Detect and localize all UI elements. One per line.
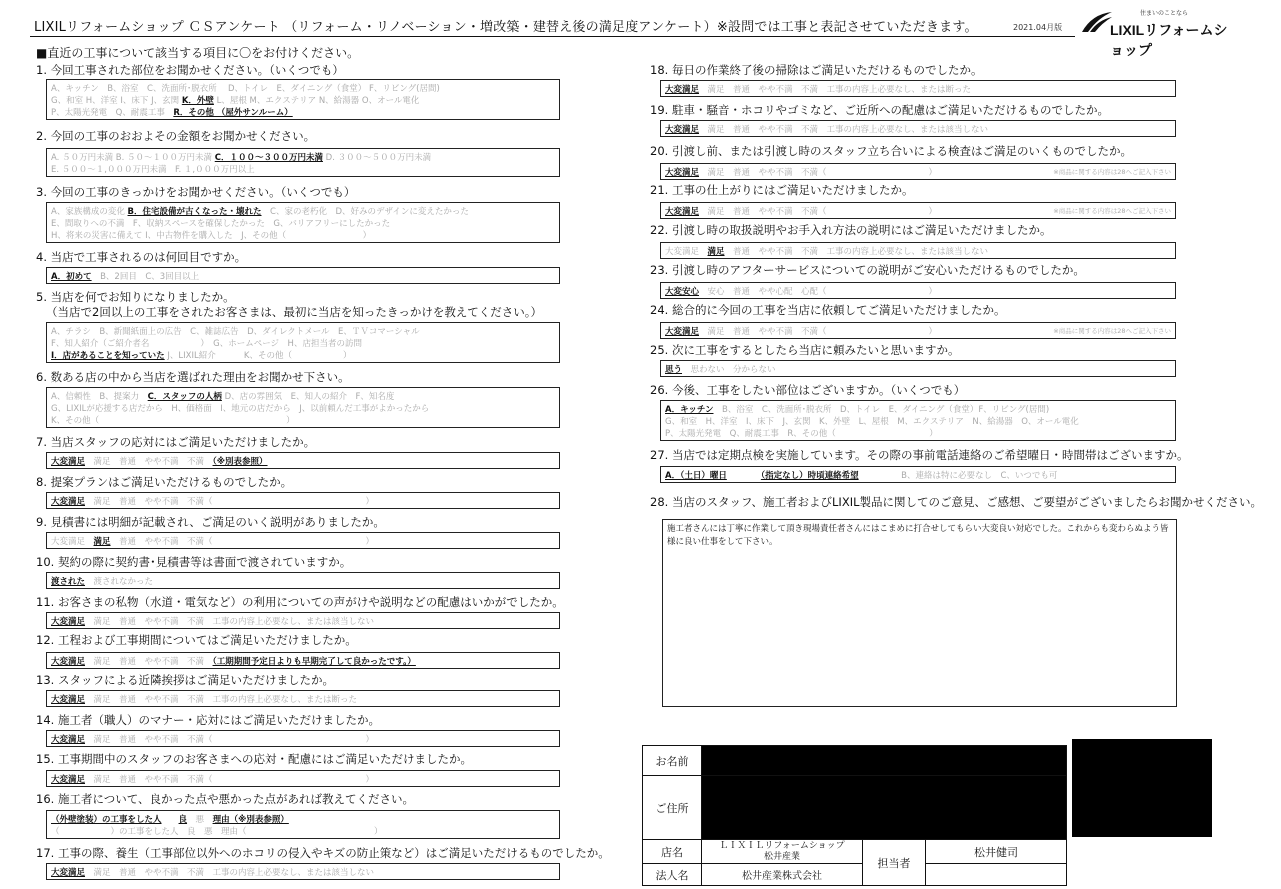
option-text: 満足 普通 やや不満 不満（ ）	[699, 327, 938, 337]
staff-label: 担当者	[863, 840, 926, 886]
answer-line	[51, 205, 469, 217]
selected-option: 大変満足	[665, 327, 700, 337]
selected-option: 満足	[93, 537, 111, 547]
option-text: G、LIXILが応援する店だから H、価格面 I、地元の店だから J、以前頼んだ工事がよかったから	[51, 404, 430, 414]
store-value-line2: 松井産業	[763, 851, 800, 862]
survey-title: LIXILリフォームショップ ＣＳアンケート （リフォーム・リノベーション・増改築・建替え後の満足度アンケート）※設問では工事と表記させていただきます。	[34, 20, 978, 35]
note-text: ※商品に関する内容は28へご記入下さい	[1053, 168, 1171, 176]
answer-box	[660, 360, 1176, 377]
option-text: B、2回目 C、3回目以上	[91, 272, 200, 282]
option-text: 満足 普通 やや不満 不満 工事の内容上必要なし、または該当しない	[85, 617, 375, 627]
title-underline	[30, 36, 1075, 37]
selected-option: 大変満足	[51, 868, 86, 878]
answer-box	[46, 267, 560, 284]
answer-box	[660, 282, 1176, 299]
option-text: 悪	[187, 815, 213, 825]
question-note: （当店で2回以上の工事をされたお客さまは、最初に当店を知ったきっかけを教えてください。）	[46, 305, 543, 319]
store-label: 店名	[643, 840, 702, 864]
selected-option: R．その他 （屋外サンルーム）	[173, 108, 293, 118]
option-text: F、知人紹介（ご紹介者名 ） G、ホームページ H、店担当者の訪問	[51, 339, 362, 349]
question-right_questions-2: 20. 引渡し前、または引渡し時のスタッフ立ち合いによる検査はご満足のいくものでしたか。	[650, 144, 1132, 158]
option-text: 満足 普通 やや不満 不満（ ）	[85, 775, 375, 785]
selected-option: K．外壁	[181, 96, 214, 106]
question-left_questions-9: 10. 契約の際に契約書･見積書等は書面で渡されていますか。	[36, 555, 352, 569]
staff-blank	[926, 864, 1067, 886]
question-left_questions-4: 5. 当店を何でお知りになりましたか。	[36, 290, 235, 304]
answer-line	[51, 163, 255, 175]
selected-option: 大変満足	[51, 497, 86, 507]
answer-line	[51, 151, 431, 163]
option-text	[162, 815, 179, 825]
option-text: C、家の老朽化 D、好みのデザインに変えたかった	[261, 207, 469, 217]
logo-mark-icon	[1080, 10, 1114, 34]
instruction-text: ■直近の工事について該当する項目に〇をお付けください。	[36, 46, 360, 60]
answer-line	[51, 349, 351, 361]
question-right_questions-8: 26. 今後、工事をしたい部位はございますか。（いくつでも）	[650, 383, 966, 397]
selected-option: （外壁塗装）の工事をした人	[51, 815, 162, 825]
answer-line	[51, 217, 390, 229]
option-text: E、間取りへの不満 F、収納スペースを確保したかった G、バリアフリーにしたかった	[51, 219, 391, 229]
answer-line	[665, 205, 937, 217]
answer-line	[665, 415, 1079, 427]
question-left_questions-3: 4. 当店で工事されるのは何回目ですか。	[36, 250, 247, 264]
question-right_questions-7: 25. 次に工事をするとしたら当店に頼みたいと思いますか。	[650, 343, 960, 357]
question-right_questions-0: 18. 毎日の作業終了後の掃除はご満足いただけるものでしたか。	[650, 63, 983, 77]
option-text: E. ５００～１,０００万円未満 F. １,０００万円以上	[51, 165, 255, 175]
selected-option: 理由（※別表参照）	[212, 815, 289, 825]
answer-box	[46, 532, 560, 549]
option-text: （ ）の工事をした人 良 悪 理由（ ）	[51, 827, 383, 837]
answer-line	[665, 245, 988, 257]
option-text: 満足 普通 やや不満 不満（ ）	[699, 207, 938, 217]
selected-option: B．住宅設備が古くなった・壊れた	[127, 207, 262, 217]
answer-line	[51, 813, 289, 825]
question-right_questions-6: 24. 総合的に今回の工事を当店に依頼してご満足いただけましたか。	[650, 303, 1006, 317]
option-text: B、浴室 C、洗面所･脱衣所 D、トイレ E、ダイニング（食堂）F、リビング(居間)	[713, 405, 1050, 415]
name-label: お名前	[643, 746, 702, 776]
answer-box	[46, 652, 560, 669]
option-text: K、その他（ ）	[51, 416, 295, 426]
answer-line	[665, 403, 1049, 415]
address-redacted	[702, 776, 1067, 840]
question-left_questions-2: 3. 今回の工事のきっかけをお聞かせください。（いくつでも）	[36, 185, 356, 199]
option-text	[727, 471, 761, 481]
option-text: 大変満足	[665, 247, 708, 257]
option-text: D. ３００～５００万円未満	[322, 153, 432, 163]
option-text: 安心 普通 やや心配 心配（ ）	[699, 287, 938, 297]
answer-line	[51, 615, 374, 627]
selected-option: 思う	[665, 365, 683, 375]
answer-box	[46, 148, 560, 177]
selected-option: C．１００～３００万円未満	[214, 153, 323, 163]
question-left_questions-7: 8. 提案プランはご満足いただけるものでしたか。	[36, 475, 293, 489]
version-date: 2021.04月版	[1013, 23, 1063, 32]
answer-box	[46, 612, 560, 629]
question-left_questions-12: 13. スタッフによる近隣挨拶はご満足いただけましたか。	[36, 673, 334, 687]
option-text: P、太陽光発電 Q、耐震工事 R、その他（ ）	[665, 429, 938, 439]
selected-option: 良	[178, 815, 188, 825]
selected-option: I．店があることを知っていた	[51, 351, 165, 361]
selected-option: 大変満足	[51, 457, 86, 467]
answer-line	[51, 390, 394, 402]
selected-option: 渡された	[51, 577, 86, 587]
option-text: 満足 普通 やや不満 不満 工事の内容上必要なし、または断った	[699, 85, 972, 95]
note-text: ※商品に関する内容は28へご記入下さい	[1053, 327, 1171, 335]
selected-option: 大変安心	[665, 287, 700, 297]
answer-line	[51, 229, 371, 241]
option-text: 満足 普通 やや不満 不満（ ）	[85, 735, 375, 745]
selected-option: 大変満足	[51, 775, 86, 785]
question-left_questions-6: 7. 当店スタッフの応対にはご満足いただけましたか。	[36, 435, 316, 449]
option-text: A、信頼性 B、提案力	[51, 392, 148, 402]
option-text: A. ５０万円未満 B. ５０～１００万円未満	[51, 153, 215, 163]
selected-option: 大変満足	[51, 617, 86, 627]
option-text: 満足 普通 やや不満 不満	[85, 457, 213, 467]
answer-line	[51, 455, 268, 467]
staff-value: 松井健司	[926, 840, 1067, 864]
option-text: A、家族構成の変化	[51, 207, 128, 217]
option-text: A、キッチン B、浴室 C、洗面所･脱衣所 D、トイレ E、ダイニング（食堂） F、リビング(居間)	[51, 84, 440, 94]
option-text: 普通 やや不満 不満（ ）	[110, 537, 375, 547]
question-left_questions-5: 6. 数ある店の中から当店を選ばれた理由をお聞かせ下さい。	[36, 370, 350, 384]
question-right_questions-3: 21. 工事の仕上がりにはご満足いただけましたか。	[650, 183, 914, 197]
answer-line	[51, 866, 374, 878]
answer-line	[51, 495, 374, 507]
option-text: 大変満足	[51, 537, 94, 547]
answer-box	[46, 770, 560, 787]
option-text: P、太陽光発電 Q、耐震工事	[51, 108, 174, 118]
answer-box	[46, 79, 560, 120]
option-text: 満足 普通 やや不満 不満 工事の内容上必要なし、または該当しない	[699, 125, 989, 135]
answer-line	[51, 82, 440, 94]
selected-option: （※別表参照）	[212, 457, 268, 467]
option-text: 満足 普通 やや不満 不満（ ）	[85, 497, 375, 507]
selected-option: 大変満足	[51, 735, 86, 745]
question-left_questions-16: 17. 工事の際、養生（工事部位以外へのホコリの侵入やキズの防止策など）はご満足いただけるものでしたか。	[36, 846, 610, 860]
question-right_questions-4: 22. 引渡し時の取扱説明やお手入れ方法の説明にはご満足いただけましたか。	[650, 223, 1052, 237]
answer-line	[665, 123, 988, 135]
answer-line	[51, 402, 429, 414]
answer-box	[46, 572, 560, 589]
option-text: D、店の雰囲気 E、知人の紹介 F、知名度	[221, 392, 395, 402]
question-right_questions-1: 19. 駐車・騒音・ホコリやゴミなど、ご近所への配慮はご満足いただけるものでしたか。	[650, 103, 1109, 117]
option-text: 満足 普通 やや不満 不満 工事の内容上必要なし、または断った	[85, 695, 358, 705]
customer-info-table	[642, 745, 1067, 886]
answer-line	[665, 166, 937, 178]
answer-box	[46, 730, 560, 747]
answer-box	[46, 863, 560, 880]
note-text: ※商品に関する内容は28へご記入下さい	[1053, 207, 1171, 215]
answer-line	[665, 83, 971, 95]
selected-option: 大変満足	[51, 695, 86, 705]
answer-line	[51, 693, 357, 705]
option-text: J、LIXIL紹介 K、その他（ ）	[164, 351, 352, 361]
store-value-line1: ＬＩＸＩＬリフォームショップ	[719, 840, 845, 851]
store-value	[702, 840, 863, 864]
answer-box	[660, 242, 1176, 259]
selected-option: 大変満足	[665, 85, 700, 95]
selected-option: （工期期間予定日よりも早期完了して良かったです。）	[212, 657, 416, 667]
answer-line	[51, 773, 374, 785]
answer-box	[46, 387, 560, 428]
option-text: G、和室 H、洋室 I、床下 J、玄関 K、外壁 L、屋根 M、エクステリア N、給湯器 O、オール電化	[665, 417, 1079, 427]
answer-box	[660, 120, 1176, 137]
selected-option: 大変満足	[665, 207, 700, 217]
selected-option: A．初めて	[51, 272, 92, 282]
answer-line	[51, 655, 416, 667]
question-right_questions-10: 28. 当店のスタッフ、施工者およびLIXIL製品に関してのご意見、ご感想、ご要望がございましたらお聞かせください。	[650, 495, 1262, 509]
option-text: 思わない 分からない	[682, 365, 776, 375]
logo-tagline: 住まいのことなら	[1140, 10, 1189, 17]
answer-line	[51, 733, 374, 745]
answer-box	[46, 452, 560, 469]
selected-option: 大変満足	[665, 168, 700, 178]
selected-option: 大変満足	[665, 125, 700, 135]
answer-box	[660, 466, 1176, 483]
selected-option: 満足	[707, 247, 725, 257]
answer-line	[665, 469, 1057, 481]
question-right_questions-9: 27. 当店では定期点検を実施しています。その際の事前電話連絡のご希望曜日・時間帯はございますか。	[650, 448, 1189, 462]
question-left_questions-1: 2. 今回の工事のおおよその金額をお聞かせください。	[36, 129, 316, 143]
redacted-block	[1072, 739, 1212, 837]
answer-box	[660, 202, 1176, 219]
answer-line	[51, 94, 419, 106]
selected-option: （指定なし）時頃連絡希望	[760, 471, 859, 481]
answer-line	[665, 363, 776, 375]
question-left_questions-11: 12. 工程および工事期間についてはご満足いただけましたか。	[36, 633, 357, 647]
name-redacted	[702, 746, 1067, 776]
answer-box	[46, 492, 560, 509]
option-text: 渡されなかった	[85, 577, 154, 587]
question-left_questions-0: 1. 今回工事された部位をお聞かせください。（いくつでも）	[36, 63, 344, 77]
comment-box: 施工者さんには丁寧に作業して頂き現場責任者さんにはこまめに打合せしてもらい大変良い対応でした。これからも変わらぬよう皆様に良い仕事をして下さい。	[662, 519, 1177, 707]
answer-box	[46, 322, 560, 363]
question-left_questions-13: 14. 施工者（職人）のマナー・応対にはご満足いただけましたか。	[36, 713, 380, 727]
answer-line	[51, 535, 374, 547]
answer-line	[665, 427, 938, 439]
answer-box	[46, 690, 560, 707]
answer-line	[51, 106, 293, 118]
option-text: L、屋根 M、エクステリア N、給湯器 O、オール電化	[213, 96, 420, 106]
answer-box	[660, 322, 1176, 339]
answer-line	[51, 575, 153, 587]
answer-line	[51, 337, 362, 349]
answer-box	[46, 810, 560, 839]
option-text: G、和室 H、洋室 I、床下 J、玄関	[51, 96, 182, 106]
answer-line	[51, 270, 199, 282]
selected-option: 大変満足	[51, 657, 86, 667]
option-text: H、将来の災害に備えて I、中古物件を購入した J、その他（ ）	[51, 231, 372, 241]
corp-label: 法人名	[643, 864, 702, 886]
option-text: B、連絡は特に必要なし C、いつでも可	[858, 471, 1058, 481]
answer-line	[51, 414, 295, 426]
option-text: A、チラシ B、新聞紙面上の広告 C、雑誌広告 D、ダイレクトメール E、ＴＶコマーシャル	[51, 327, 420, 337]
answer-box	[660, 80, 1176, 97]
corp-value: 松井産業株式会社	[702, 864, 863, 886]
option-text: 満足 普通 やや不満 不満（ ）	[699, 168, 938, 178]
address-label: ご住所	[643, 776, 702, 840]
selected-option: C．スタッフの人柄	[147, 392, 222, 402]
selected-option: A．キッチン	[665, 405, 714, 415]
option-text: 満足 普通 やや不満 不満	[85, 657, 213, 667]
answer-box	[660, 163, 1176, 180]
answer-line	[665, 285, 937, 297]
question-left_questions-10: 11. お客さまの私物（水道・電気など）の利用についての声がけや説明などの配慮はいかがでしたか。	[36, 595, 564, 609]
logo-name: LIXILリフォームショップ	[1110, 22, 1228, 58]
answer-line	[51, 825, 383, 837]
answer-line	[665, 325, 937, 337]
question-left_questions-8: 9. 見積書には明細が記載され、ご満足のいく説明がありましたか。	[36, 515, 385, 529]
question-left_questions-15: 16. 施工者について、良かった点や悪かった点があれば教えてください。	[36, 792, 414, 806]
company-logo	[1080, 8, 1230, 58]
option-text: 満足 普通 やや不満 不満 工事の内容上必要なし、または該当しない	[85, 868, 375, 878]
answer-box	[46, 202, 560, 243]
answer-box	[660, 400, 1176, 441]
selected-option: A．（土日）曜日	[665, 471, 727, 481]
question-left_questions-14: 15. 工事期間中のスタッフのお客さまへの応対・配慮にはご満足いただけましたか。	[36, 752, 472, 766]
question-right_questions-5: 23. 引渡し時のアフターサービスについての説明がご安心いただけるものでしたか。	[650, 263, 1085, 277]
answer-line	[51, 325, 420, 337]
option-text: 普通 やや不満 不満 工事の内容上必要なし、または該当しない	[724, 247, 989, 257]
